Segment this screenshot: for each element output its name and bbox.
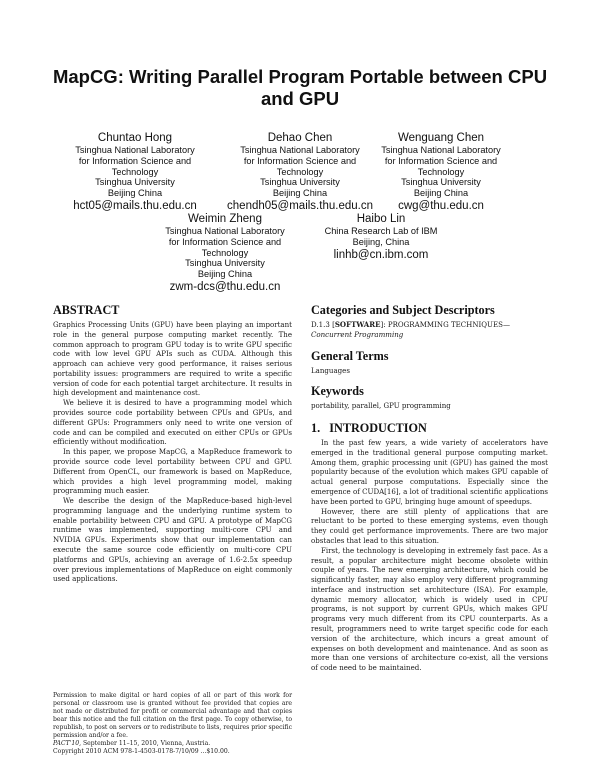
author-affiliation-line: Beijing China xyxy=(413,188,469,199)
author-affiliation-line: Technology xyxy=(201,247,249,258)
author-affiliation-line: Tsinghua National Laboratory xyxy=(381,145,501,155)
category-rest: ]: PROGRAMMING TECHNIQUES— xyxy=(380,320,511,329)
abstract-paragraph: In this paper, we propose MapCG, a MapReduce framework to provide source code level portability between CPU and GPU. Different from OpenCL, our framework is based on MapReduce, which provides a high level programming model, making programming much easier. xyxy=(53,447,292,496)
venue-details: September 11–15, 2010, Vienna, Austria. xyxy=(81,740,211,747)
author-name: Chuntao Hong xyxy=(97,132,173,144)
right-column xyxy=(311,303,548,673)
author-affiliation-line: Technology xyxy=(111,166,159,177)
keywords-heading: Keywords xyxy=(311,384,364,399)
author-email: linhb@cn.ibm.com xyxy=(333,248,429,261)
author-affiliation-line: Technology xyxy=(417,166,465,177)
abstract-paragraph: Graphics Processing Units (GPU) have been playing an important role in the general purpose computing market recently. The common approach to program GPU today is to write GPU specific code with low level GPU APIs such as CUDA. Although this approach can achieve very good performance, it raises serious portability issues: programmers are required to write a specific version of code for each potential target architecture. It results in high development and maintenance cost. xyxy=(53,320,292,398)
categories-heading: Categories and Subject Descriptors xyxy=(311,303,495,317)
author-affiliation-line: Tsinghua National Laboratory xyxy=(240,145,360,155)
author-name: Weimin Zheng xyxy=(188,213,262,225)
author-block-5 xyxy=(306,212,456,262)
author-affiliation-line: China Research Lab of IBM xyxy=(324,226,438,236)
permission-text: Permission to make digital or hard copies of all or part of this work for personal or classroom use is granted without fee provided that copies are not made or distributed for profit or commercial advantage and that copies bear this notice and the full citation on the first page. To copy otherwise, to republish, to post on servers or to redistribute to lists, requires prior specific permission and/or a fee. xyxy=(53,692,292,739)
author-email: zwm-dcs@thu.edu.cn xyxy=(169,280,281,293)
author-affiliation-line: Beijing China xyxy=(107,188,163,199)
introduction-heading: 1. INTRODUCTION xyxy=(311,421,427,436)
general-terms-text: Languages xyxy=(311,365,350,375)
author-block-2 xyxy=(222,131,378,213)
author-affiliation-line: Tsinghua University xyxy=(185,258,265,269)
author-affiliation-line: Tsinghua National Laboratory xyxy=(75,145,195,155)
author-affiliation-line: Technology xyxy=(276,166,324,177)
author-affiliation-line: Tsinghua National Laboratory xyxy=(165,226,285,236)
author-block-4 xyxy=(150,212,300,294)
author-affiliation-line: for Information Science and xyxy=(78,155,192,166)
venue-name: PACT'10, xyxy=(53,740,82,747)
author-affiliation-line: Beijing China xyxy=(272,188,328,199)
left-column xyxy=(53,303,292,584)
abstract-paragraph: We describe the design of the MapReduce-based high-level programming language and the underlying runtime system to enable portability between CPU and GPU. A prototype of MapCG runtime was implemented, supporting multi-core CPU and NVIDIA GPUs. Experiments show that our implementation can execute the same source code efficiently on multi-core CPU platforms and GPUs, achieving an average of 1.6-2.5x speedup over previous implementations of MapReduce on eight commonly used applications. xyxy=(53,496,292,584)
author-affiliation-line: Tsinghua University xyxy=(260,177,340,188)
author-email: chendh05@mails.thu.edu.cn xyxy=(227,199,373,212)
author-block-1 xyxy=(60,131,210,213)
paper-title: MapCG: Writing Parallel Program Portable between CPU and GPU xyxy=(52,66,548,109)
permission-block xyxy=(53,692,292,756)
copyright-line: Copyright 2010 ACM 978-1-4503-0178-7/10/09 ...$10.00. xyxy=(53,748,230,755)
author-block-3 xyxy=(366,131,516,213)
author-affiliation-line: Beijing China xyxy=(197,269,253,280)
author-affiliation-line: for Information Science and xyxy=(384,155,498,166)
introduction-paragraph: First, the technology is developing in extremely fast pace. As a result, a popular architecture might become obsolete within couple of years. The new emerging architecture, which could be significantly faster, may also employ very different programming interface and instruction set architecture (ISA). For example, dynamic memory allocator, which is widely used in CPU programs, is not support by current GPUs, which makes GPU programs very much different from its CPU counterparts. As a result, programmers need to write target specific code for each version of the architecture, which incurs a great amount of expenses on both development and maintenance. And as soon as more than one versions of architecture co-exist, all the versions of code need to be maintained. xyxy=(311,545,548,673)
author-name: Dehao Chen xyxy=(267,132,333,144)
category-software: SOFTWARE xyxy=(334,320,381,329)
author-name: Wenguang Chen xyxy=(397,132,485,144)
author-affiliation-line: for Information Science and xyxy=(243,155,357,166)
general-terms-heading: General Terms xyxy=(311,348,389,363)
introduction-paragraph: In the past few years, a wide variety of accelerators have emerged in the traditional general purpose computing market. Among them, graphic processing unit (GPU) has gained the most popularity because of the evolution which makes GPU capable of actual general purpose computations. Especially since the emergence of CUDA[16], a lot of traditional scientific applications have been ported to GPU, bringing huge amount of speedups. xyxy=(311,438,548,506)
author-affiliation-line: Tsinghua University xyxy=(95,177,175,188)
category-code: D.1.3 [ xyxy=(311,320,335,329)
categories-text xyxy=(311,320,548,340)
author-email: cwg@thu.edu.cn xyxy=(398,199,484,212)
keywords-text: portability, parallel, GPU programming xyxy=(311,401,451,411)
venue-line xyxy=(53,740,292,748)
category-italic: Concurrent Programming xyxy=(311,329,404,339)
abstract-heading: ABSTRACT xyxy=(53,303,120,317)
author-affiliation-line: for Information Science and xyxy=(168,236,282,247)
introduction-paragraph: However, there are still plenty of applications that are reluctant to be ported to these emerging systems, even though they could get performance improvements. There are two major obstacles that lead to this situation. xyxy=(311,506,548,545)
author-affiliation-line: Tsinghua University xyxy=(401,177,481,188)
abstract-paragraph: We believe it is desired to have a programming model which provides source code portability between CPUs and GPUs, and different GPUs: Programmers only need to write one version of code and can be compiled and executed on either CPUs or GPUs efficiently without modification. xyxy=(53,398,292,447)
author-affiliation-line: Beijing, China xyxy=(352,236,410,247)
author-email: hct05@mails.thu.edu.cn xyxy=(73,199,197,212)
author-name: Haibo Lin xyxy=(356,213,406,225)
